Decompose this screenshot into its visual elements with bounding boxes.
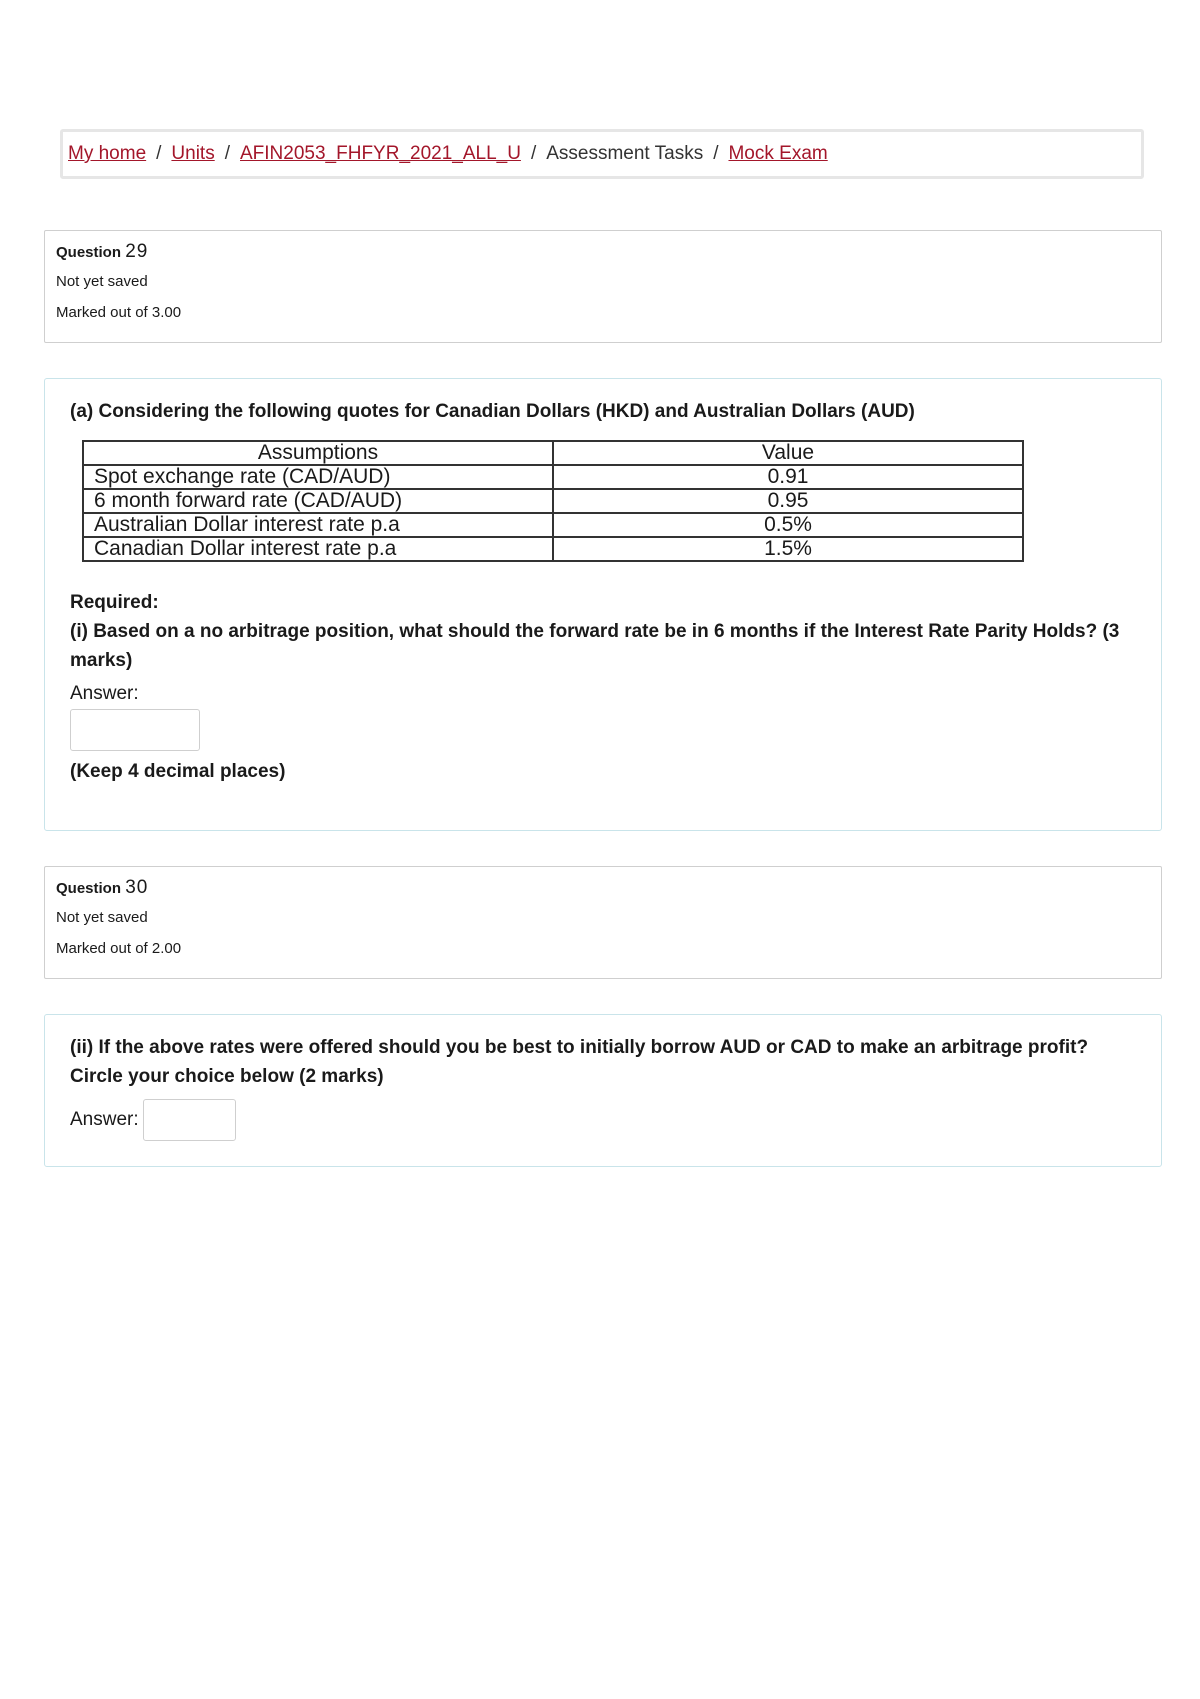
breadcrumb-separator: / [224,143,230,164]
breadcrumb-units-link[interactable]: Units [171,143,215,164]
question-grade: Marked out of 3.00 [56,304,182,321]
answer-input[interactable] [143,1099,236,1141]
table-header-cell: Value [553,441,1023,465]
question-30-info [44,866,1162,979]
question-grade: Marked out of 2.00 [56,940,182,957]
table-cell: Spot exchange rate (CAD/AUD) [83,465,553,489]
table-cell: 0.5% [553,513,1023,537]
question-29-content [44,378,1162,831]
breadcrumb [60,129,1144,179]
answer-note: (Keep 4 decimal places) [70,761,286,782]
question-number-value: 30 [125,877,149,898]
table-header-cell: Assumptions [83,441,553,465]
breadcrumb-separator: / [713,143,719,164]
table-cell: 0.95 [553,489,1023,513]
question-label: Question [56,880,122,897]
breadcrumb-separator: / [530,143,537,164]
breadcrumb-course-link[interactable]: AFIN2053_FHFYR_2021_ALL_U [240,143,521,164]
answer-label: Answer: [70,683,139,704]
question-state: Not yet saved [56,909,148,926]
question-state: Not yet saved [56,273,148,290]
question-label: Question [56,244,122,261]
table-cell: 6 month forward rate (CAD/AUD) [83,489,553,513]
table-cell: Australian Dollar interest rate p.a [83,513,553,537]
table-row [83,465,1023,489]
table-cell: Canadian Dollar interest rate p.a [83,537,553,561]
breadcrumb-my-home-link[interactable]: My home [68,143,147,164]
table-row [83,489,1023,513]
question-text: (i) Based on a no arbitrage position, what should the forward rate be in 6 months if the Interest Rate Parity Holds? (3 marks) [70,621,1120,671]
table-row [83,537,1023,561]
question-29-info [44,230,1162,343]
table-cell: 0.91 [553,465,1023,489]
question-30-content [44,1014,1162,1167]
question-intro: (a) Considering the following quotes for Canadian Dollars (HKD) and Australian Dollars (AUD) [70,401,915,422]
table-cell: 1.5% [553,537,1023,561]
breadcrumb-mock-exam-link[interactable]: Mock Exam [728,143,828,164]
table-header-row [83,441,1023,465]
answer-label: Answer: [70,1109,139,1130]
breadcrumb-separator: / [156,143,162,164]
question-number [56,241,1150,263]
table-row [83,513,1023,537]
question-number-value: 29 [125,241,149,262]
question-number [56,877,1150,899]
breadcrumb-assessment-tasks: Assessment Tasks [546,143,704,164]
question-text: (ii) If the above rates were offered should you be best to initially borrow AUD or CAD to make an arbitrage profit? Circle your choice below (2 marks) [70,1037,1089,1087]
assumptions-table [82,440,1024,562]
answer-input[interactable] [70,709,200,751]
answer-row [70,1099,1136,1141]
required-heading: Required: [70,592,159,613]
